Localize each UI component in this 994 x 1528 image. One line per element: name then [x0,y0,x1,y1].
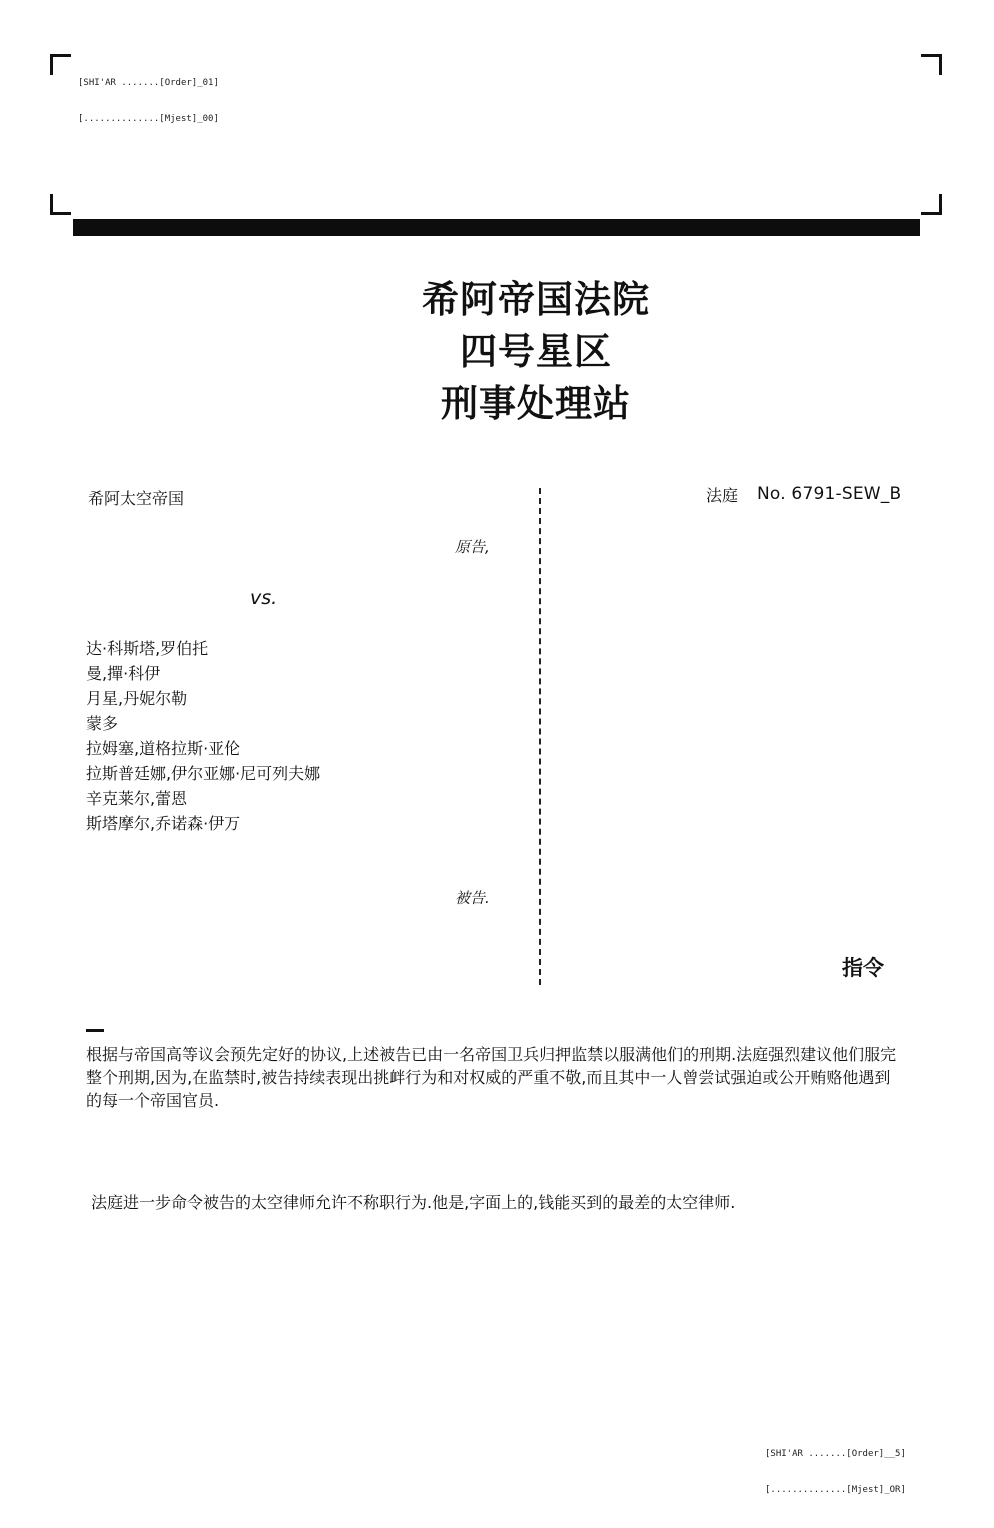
defendant-item: 斯塔摩尔,乔诺森·伊万 [86,814,241,833]
frame-corner-top-left [50,54,71,75]
title-line-station: 刑事处理站 [441,382,631,425]
order-paragraph: 法庭进一步命令被告的太空律师允许不称职行为.他是,字面上的,钱能买到的最差的太空律师. [91,1193,736,1212]
section-rule [86,1029,104,1032]
order-heading: 指令 [842,956,884,980]
caption-divider [539,488,541,985]
defendant-role-label: 被告. [455,889,490,907]
court-label: 法庭 [706,486,739,505]
plaintiff-name: 希阿太空帝国 [88,489,185,508]
frame-corner-bottom-right [921,194,942,215]
defendant-item: 曼,撣·科伊 [86,664,161,683]
defendant-list [86,636,320,836]
defendant-item: 蒙多 [86,714,119,733]
defendant-item: 拉斯普廷娜,伊尔亚娜·尼可列夫娜 [86,764,321,783]
footer-code-line-2: [..............[Mjest]_OR] [765,1485,906,1495]
case-number: No. 6791-SEW_B [757,484,902,504]
defendant-item: 拉姆塞,道格拉斯·亚伦 [86,739,241,758]
footer-code-line-1: [SHI'AR .......[Order]__5] [765,1449,906,1459]
header-code-top-line-1: [SHI'AR .......[Order]_01] [78,78,219,88]
defendant-item: 达·科斯塔,罗伯托 [86,639,209,658]
frame-corner-top-right [921,54,942,75]
defendant-item: 月星,丹妮尔勒 [86,689,188,708]
plaintiff-role-label: 原告, [455,538,490,556]
header-black-bar [73,219,920,236]
title-line-court: 希阿帝国法院 [422,278,650,321]
defendant-item: 辛克莱尔,蕾恩 [86,789,188,808]
title-line-sector: 四号星区 [460,330,612,373]
document-title [336,274,736,430]
header-code-top-line-2: [..............[Mjest]_00] [78,114,219,124]
footer-code [765,1424,906,1508]
order-paragraph: 根据与帝国高等议会预先定好的协议,上述被告已由一名帝国卫兵归押监禁以服满他们的刑期.法庭强烈建议他们服完整个刑期,因为,在监禁时,被告持续表现出挑衅行为和对权威的严重不敬,而且其中一人曾尝试强迫或公开贿赂他遇到的每一个帝国官员. [86,1045,897,1110]
versus-label: vs. [250,587,278,609]
header-code-top [78,53,219,137]
frame-corner-bottom-left [50,194,71,215]
